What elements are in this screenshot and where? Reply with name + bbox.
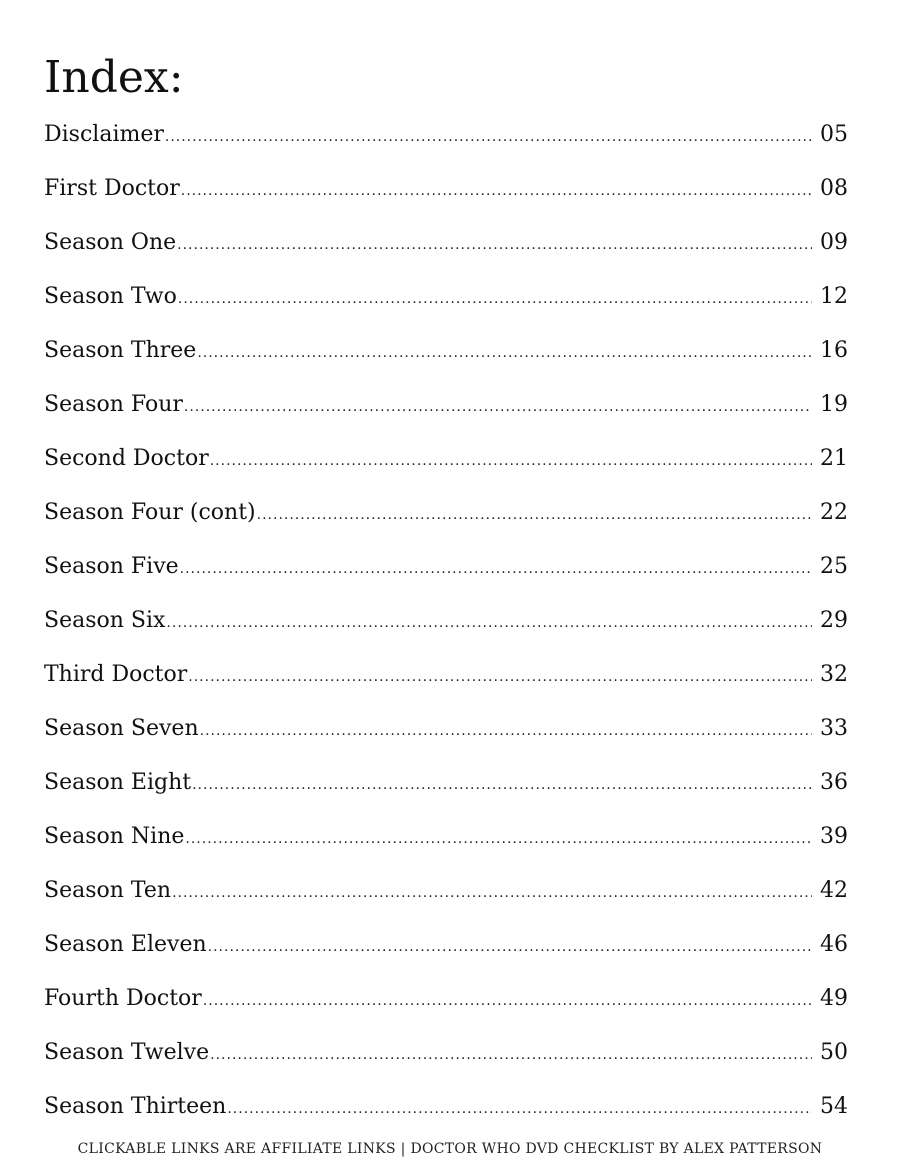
index-entry-season-eleven[interactable] [44,918,864,972]
dot-leader [180,542,812,596]
index-entry-season-twelve[interactable] [44,1026,864,1080]
index-entry-page: 39 [820,824,848,849]
index-entry-page: 36 [820,770,848,795]
dot-leader [210,1028,812,1082]
dot-leader [197,326,812,380]
dot-leader [172,866,812,920]
dot-leader [200,704,812,758]
index-entry-label: Season Thirteen [44,1094,227,1119]
index-entry-page: 05 [820,122,848,147]
index-entry-label: Season Two [44,284,177,309]
index-entry-label: Season One [44,230,177,255]
index-entry-fourth-doctor[interactable] [44,972,864,1026]
index-entry-second-doctor[interactable] [44,432,864,486]
dot-leader [188,650,812,704]
dot-leader [208,920,812,974]
dot-leader [185,812,812,866]
index-entry-label: Season Six [44,608,166,633]
index-entry-label: Season Four (cont) [44,500,256,525]
dot-leader [227,1082,812,1136]
index-entry-label: Season Eleven [44,932,207,957]
index-entry-season-seven[interactable] [44,702,864,756]
index-entry-label: Disclaimer [44,122,164,147]
index-entry-page: 19 [820,392,848,417]
page-title: Index: [44,52,184,103]
index-entry-page: 32 [820,662,848,687]
index-entry-season-four-cont[interactable] [44,486,864,540]
dot-leader [181,164,812,218]
index-entry-season-one[interactable] [44,216,864,270]
index-entry-first-doctor[interactable] [44,162,864,216]
index-entry-page: 09 [820,230,848,255]
index-entry-season-eight[interactable] [44,756,864,810]
index-entry-page: 46 [820,932,848,957]
index-entry-page: 33 [820,716,848,741]
footer-note: CLICKABLE LINKS ARE AFFILIATE LINKS | DOCTOR WHO DVD CHECKLIST BY ALEX PATTERSON [77,1141,823,1157]
index-list [44,108,864,1134]
dot-leader [192,758,812,812]
index-entry-label: Season Twelve [44,1040,210,1065]
index-entry-season-six[interactable] [44,594,864,648]
index-entry-season-ten[interactable] [44,864,864,918]
index-entry-page: 29 [820,608,848,633]
index-entry-label: First Doctor [44,176,180,201]
index-entry-page: 25 [820,554,848,579]
index-entry-label: Fourth Doctor [44,986,202,1011]
index-entry-page: 12 [820,284,848,309]
index-entry-label: Season Eight [44,770,192,795]
index-entry-page: 49 [820,986,848,1011]
index-entry-season-nine[interactable] [44,810,864,864]
dot-leader [203,974,812,1028]
index-entry-page: 50 [820,1040,848,1065]
index-entry-page: 21 [820,446,848,471]
index-entry-label: Season Three [44,338,197,363]
index-entry-label: Season Five [44,554,179,579]
dot-leader [184,380,812,434]
dot-leader [210,434,812,488]
dot-leader [177,218,812,272]
index-entry-label: Season Seven [44,716,199,741]
index-entry-label: Second Doctor [44,446,209,471]
index-entry-season-four[interactable] [44,378,864,432]
index-entry-label: Third Doctor [44,662,188,687]
dot-leader [165,110,812,164]
dot-leader [178,272,812,326]
index-entry-page: 22 [820,500,848,525]
dot-leader [166,596,812,650]
index-entry-season-two[interactable] [44,270,864,324]
index-entry-season-three[interactable] [44,324,864,378]
index-entry-label: Season Nine [44,824,185,849]
index-entry-season-five[interactable] [44,540,864,594]
index-entry-third-doctor[interactable] [44,648,864,702]
index-entry-label: Season Ten [44,878,172,903]
index-entry-page: 16 [820,338,848,363]
index-entry-page: 08 [820,176,848,201]
dot-leader [257,488,812,542]
index-entry-season-thirteen[interactable] [44,1080,864,1134]
index-entry-label: Season Four [44,392,183,417]
index-entry-page: 54 [820,1094,848,1119]
index-entry-page: 42 [820,878,848,903]
index-entry-disclaimer[interactable] [44,108,864,162]
